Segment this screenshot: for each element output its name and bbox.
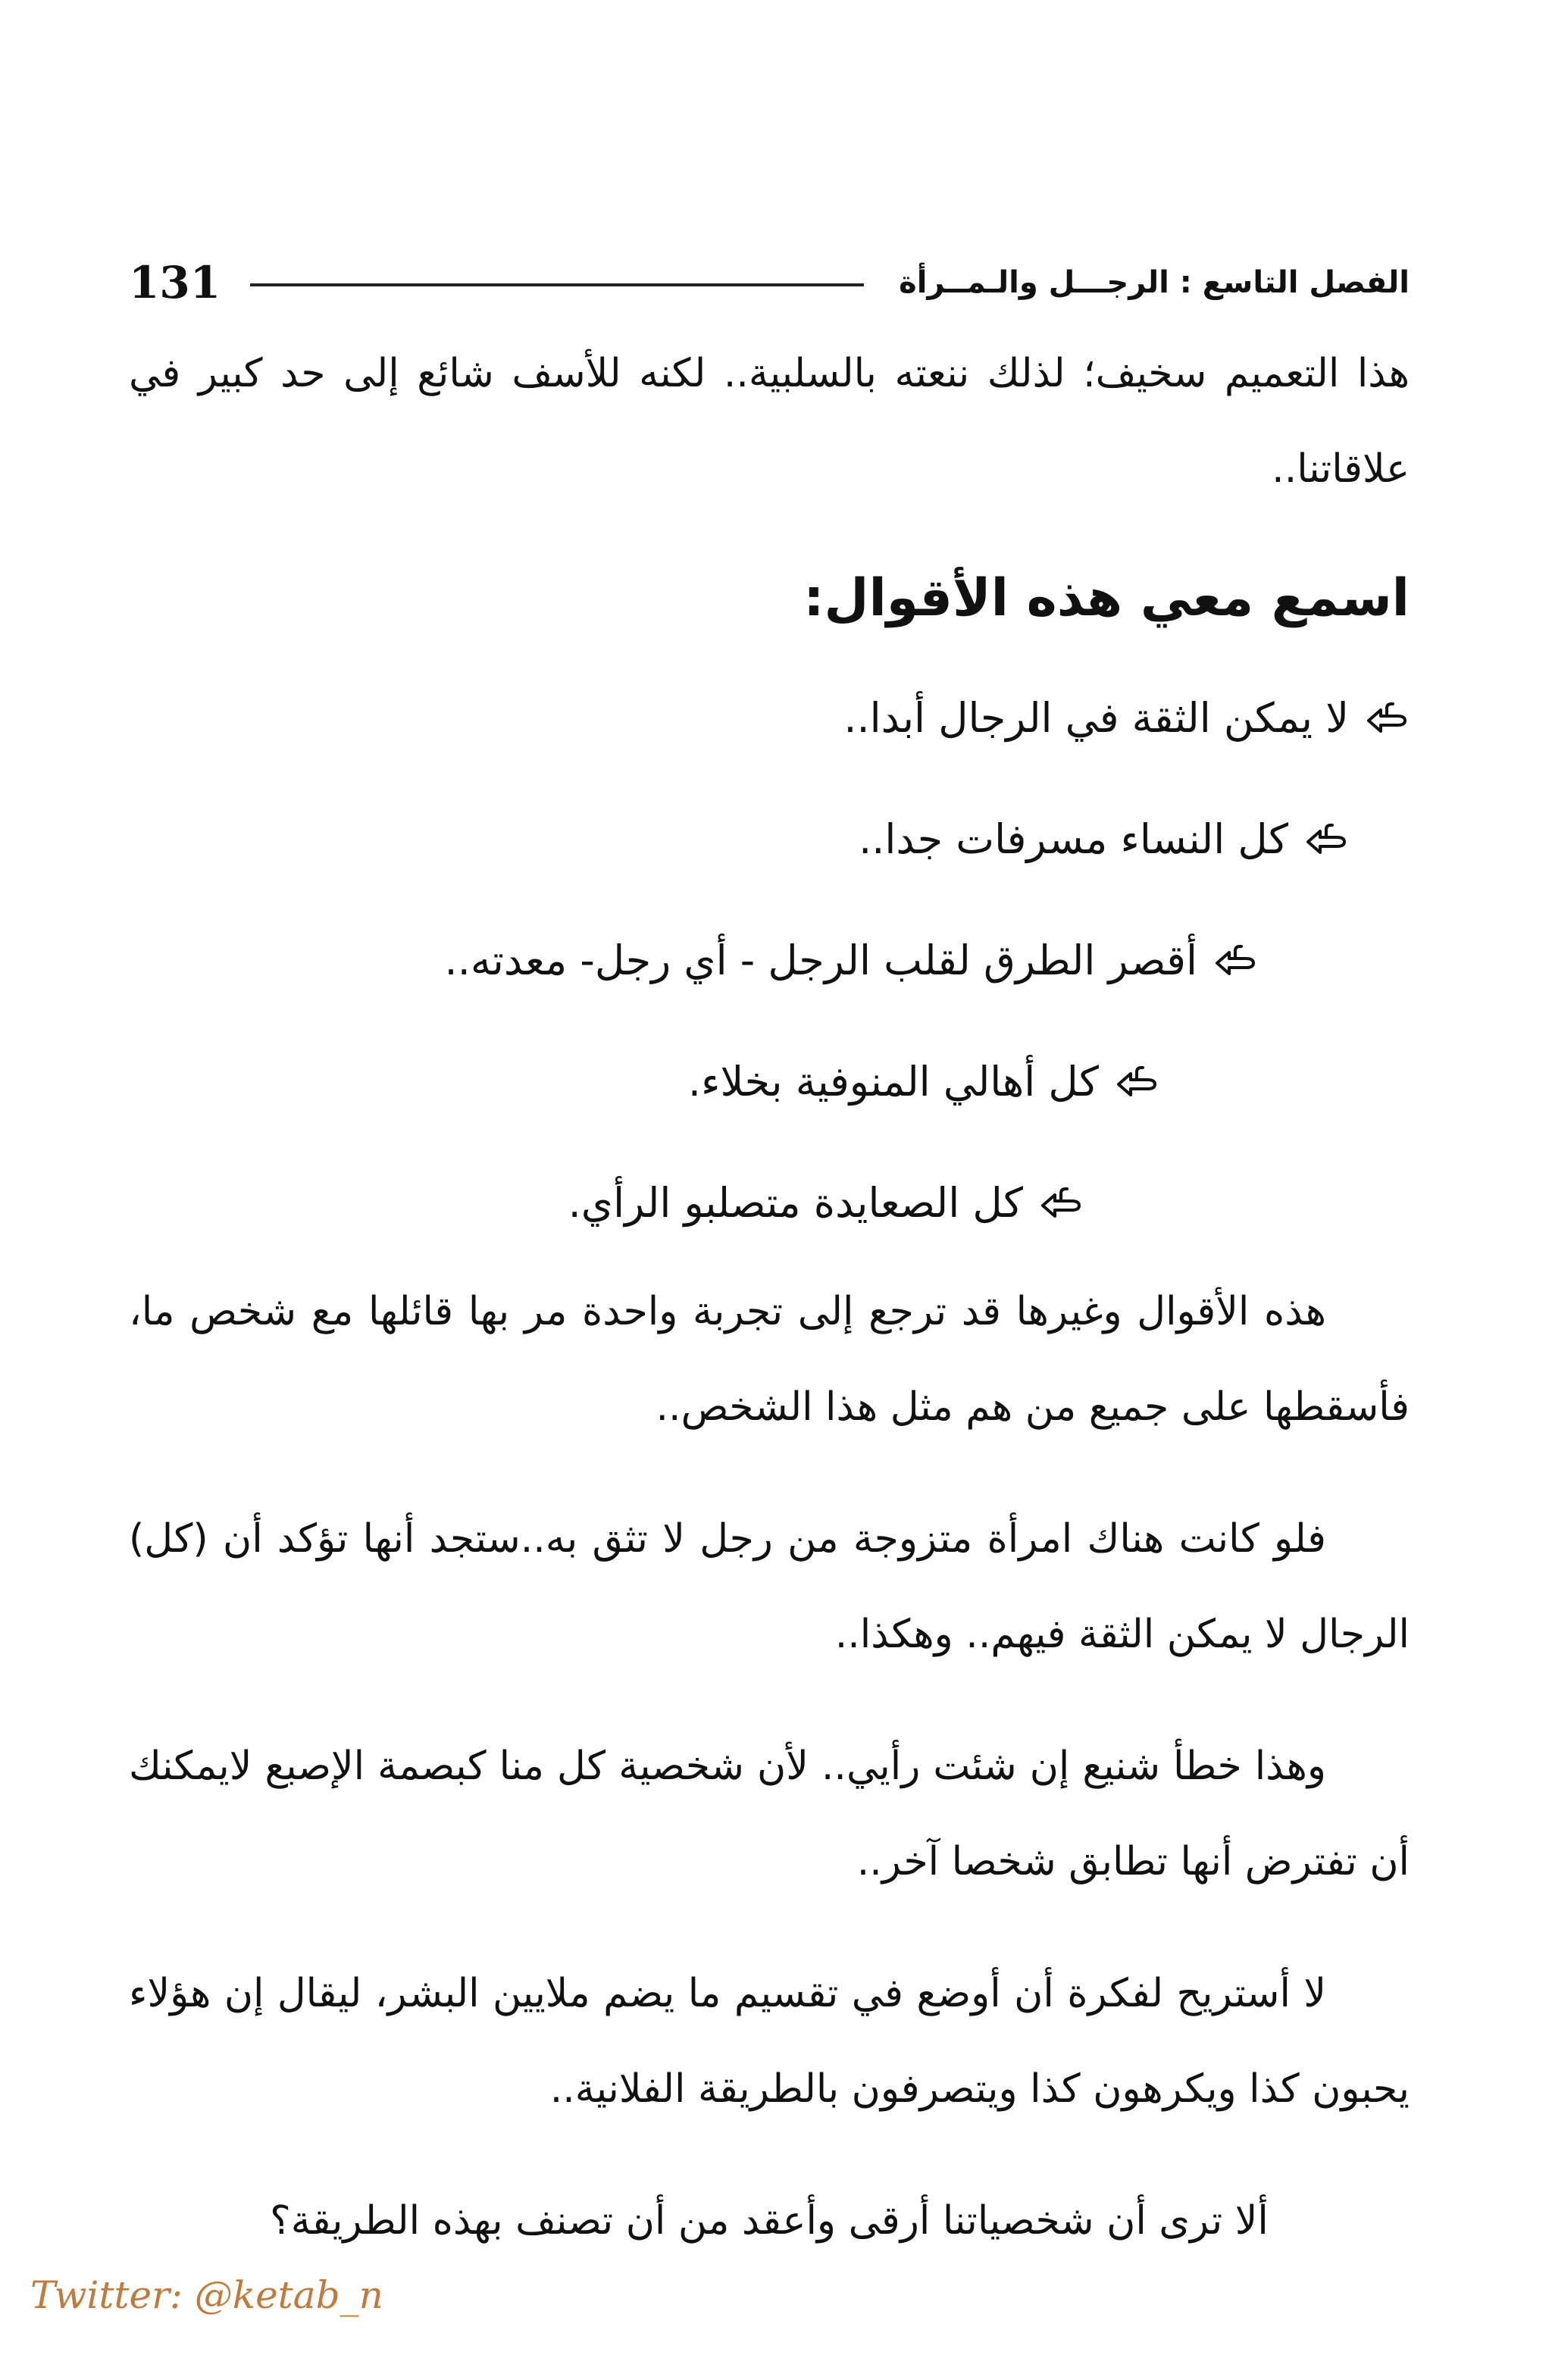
saying-item — [129, 900, 1410, 1021]
hand-pointer-icon — [1038, 1183, 1084, 1228]
section-title: اسمع معي هذه الأقوال: — [803, 568, 1410, 628]
page-number: 131 — [129, 257, 221, 308]
saying-item — [129, 1143, 1410, 1264]
hand-pointer-icon — [1303, 819, 1349, 865]
paragraph-intro: هذا التعميم سخيف؛ لذلك ننعته بالسلبية.. لكنه للأسف شائع إلى حد كبير في علاقاتنا.. — [129, 351, 1410, 492]
header-rule — [250, 283, 864, 286]
paragraph: لا أستريح لفكرة أن أوضع في تقسيم ما يضم ملايين البشر، ليقال إن هؤلاء يحبون كذا ويكرهون كذا ويتصرفون بالطريقة الفلانية.. — [129, 1971, 1410, 2112]
paragraph: وهذا خطأ شنيع إن شئت رأيي.. لأن شخصية كل منا كبصمة الإصبع لايمكنك أن تفترض أنها تطابق شخصا آخر.. — [129, 1744, 1410, 1884]
watermark: Twitter: @ketab_n — [30, 2273, 383, 2317]
page-content — [129, 326, 1410, 2305]
paragraph-closing: ألا ترى أن شخصياتنا أرقى وأعقد من أن تصنف بهذه الطريقة؟ — [270, 2198, 1269, 2244]
saying-text: كل الصعايدة متصلبو الرأي. — [568, 1179, 1023, 1227]
saying-item — [129, 779, 1410, 900]
saying-text: أقصر الطرق لقلب الرجل - أي رجل- معدته.. — [444, 937, 1197, 984]
hand-pointer-icon — [1212, 940, 1258, 986]
hand-pointer-icon — [1114, 1062, 1159, 1107]
saying-text: كل النساء مسرفات جدا.. — [859, 815, 1288, 863]
paragraph: فلو كانت هناك امرأة متزوجة من رجل لا تثق به..ستجد أنها تؤكد أن (كل) الرجال لا يمكن الثقة فيهم.. وهكذا.. — [129, 1516, 1410, 1657]
saying-item — [129, 1021, 1410, 1143]
running-head: الفصل التاسع : الرجـــل والـمــرأة — [899, 265, 1410, 300]
saying-text: كل أهالي المنوفية بخلاء. — [687, 1058, 1099, 1106]
paragraph: هذه الأقوال وغيرها قد ترجع إلى تجربة واحدة مر بها قائلها مع شخص ما، فأسقطها على جميع من هم مثل هذا الشخص.. — [129, 1289, 1410, 1430]
saying-item — [129, 658, 1410, 779]
saying-text: لا يمكن الثقة في الرجال أبدا.. — [843, 694, 1349, 742]
page-header — [129, 249, 1410, 317]
hand-pointer-icon — [1364, 698, 1410, 743]
